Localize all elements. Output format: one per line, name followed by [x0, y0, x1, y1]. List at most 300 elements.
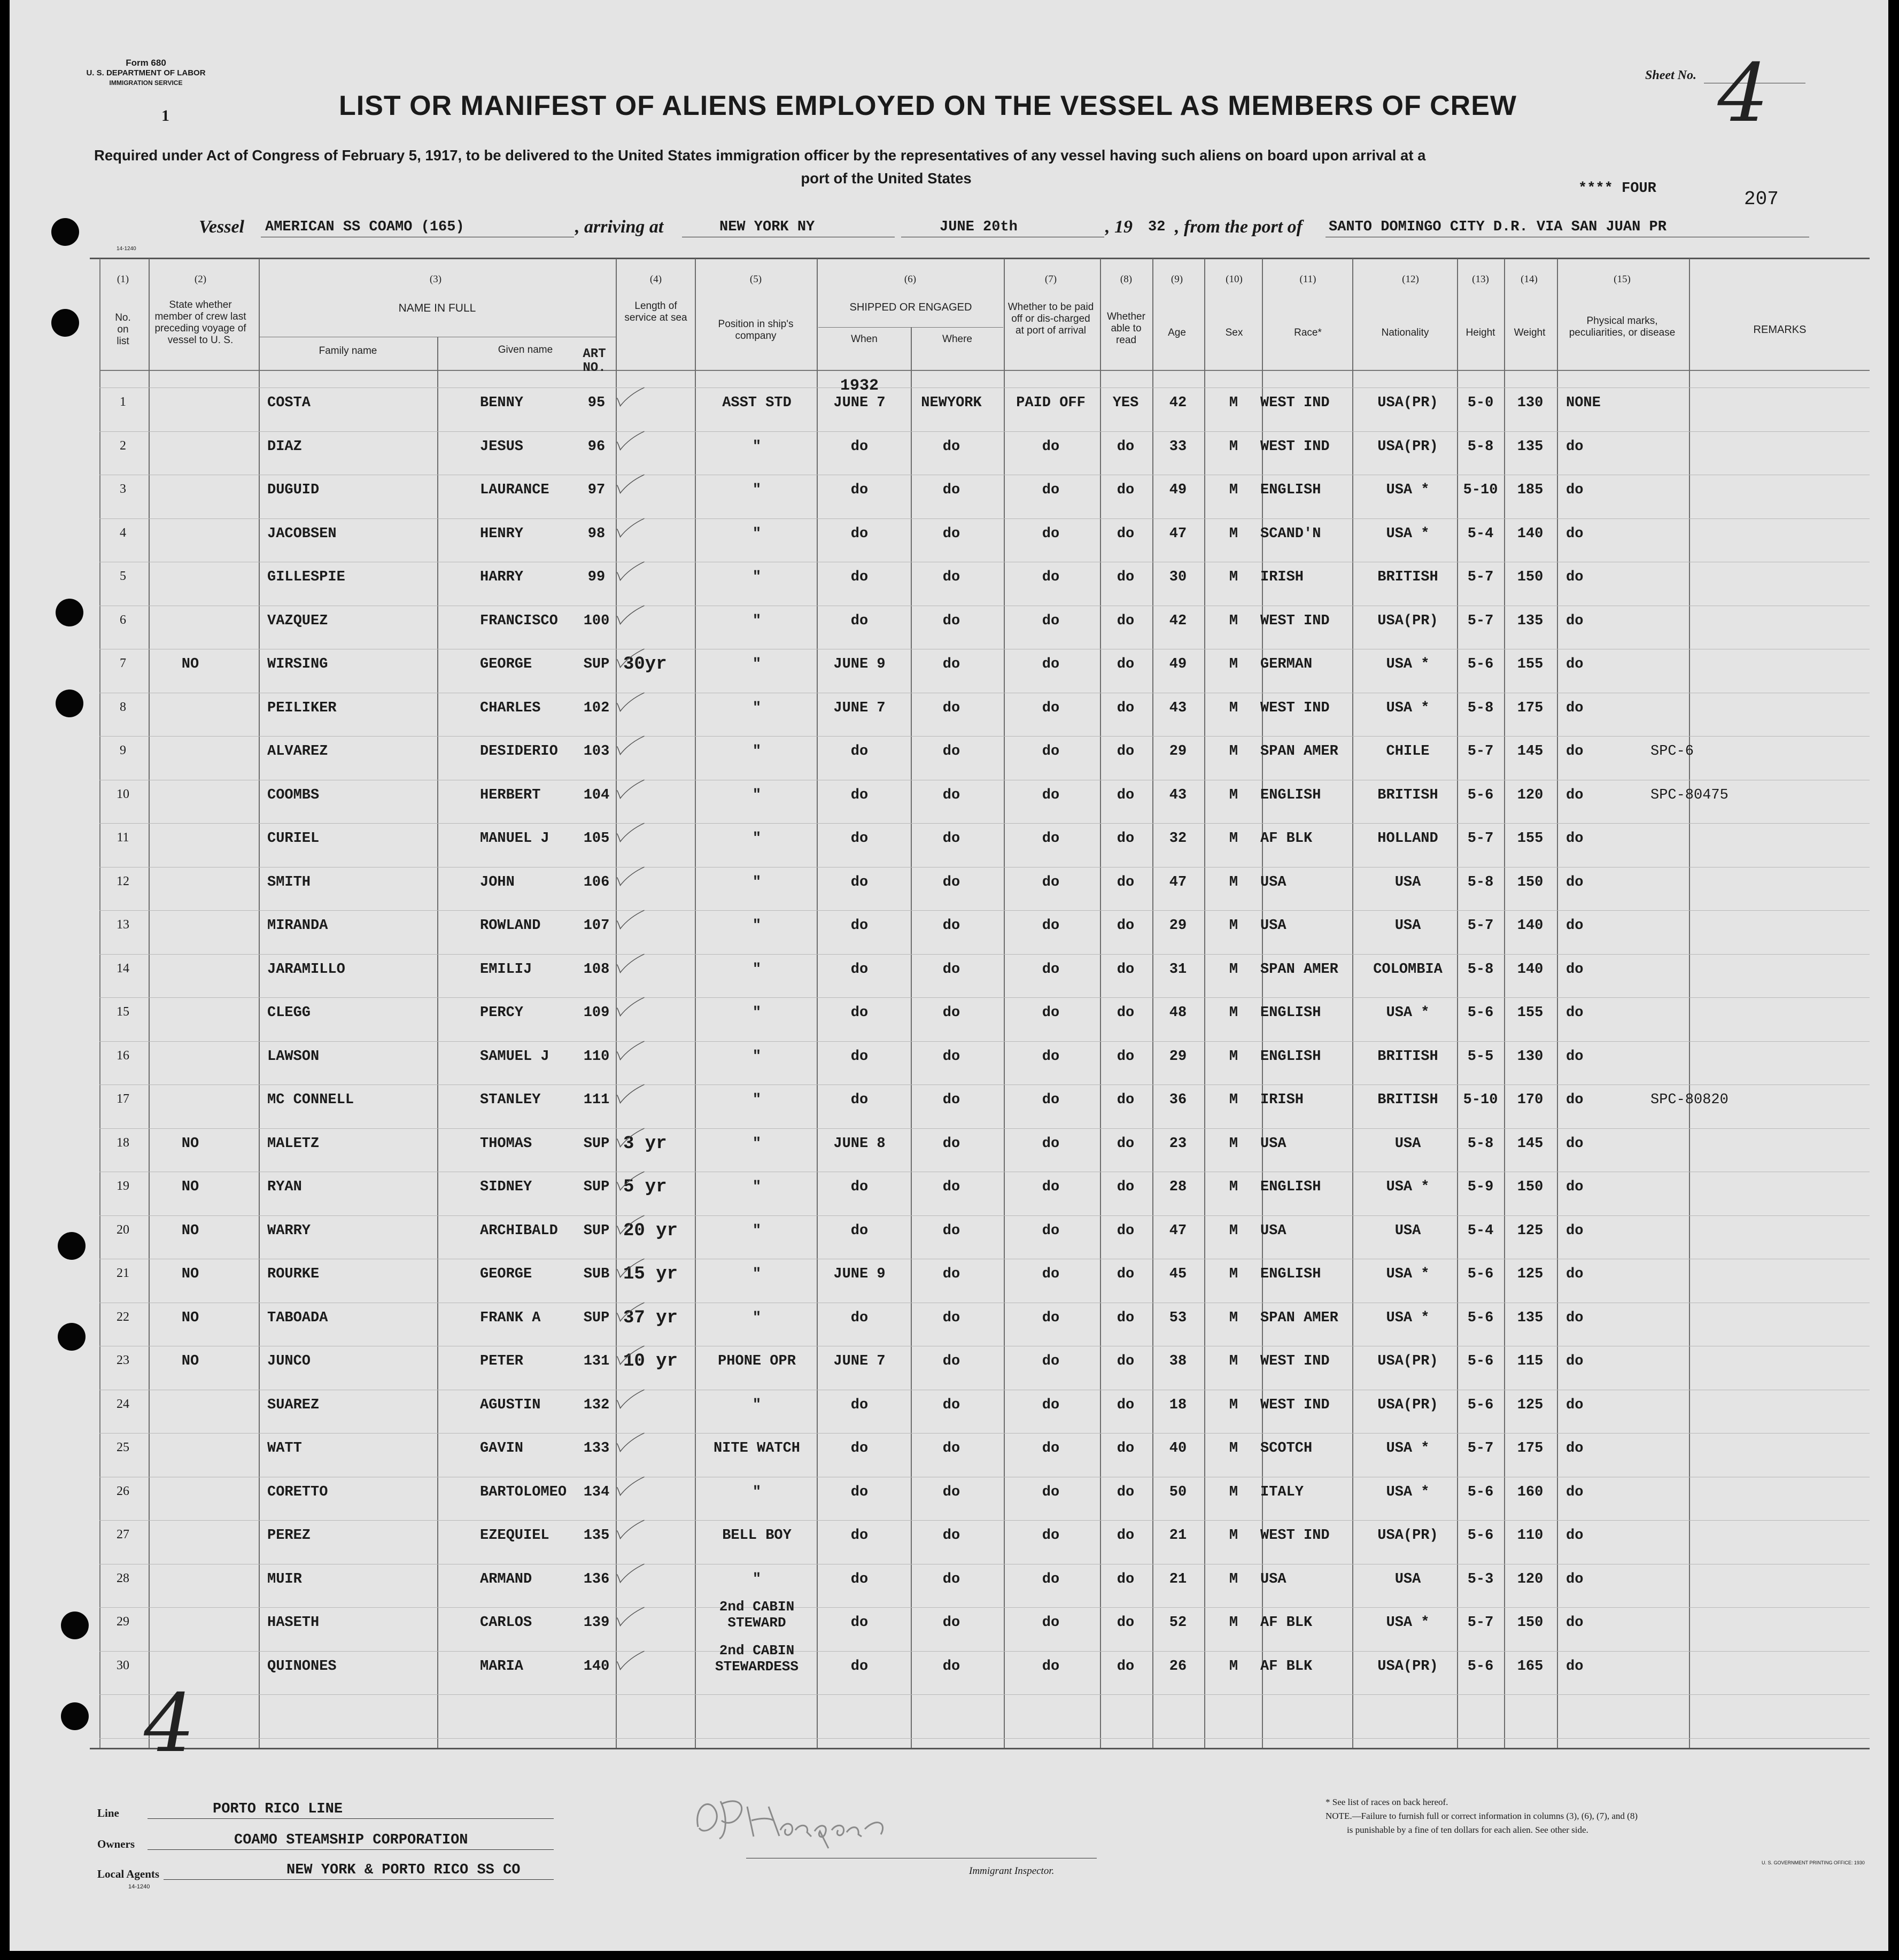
- header-length-of-service: Length of service at sea: [624, 300, 687, 323]
- cell-where: do: [942, 1005, 960, 1021]
- cell-when-year: 1932: [840, 377, 879, 395]
- cell-when: do: [850, 962, 869, 978]
- cell-height: 5-6: [1467, 1528, 1494, 1544]
- check-mark-icon: [615, 1169, 647, 1196]
- cell-nationality: USA *: [1386, 700, 1430, 716]
- cell-nationality: USA: [1394, 1571, 1421, 1587]
- punch-hole: [58, 1323, 86, 1351]
- header-age: Age: [1168, 327, 1186, 338]
- cell-race: ENGLISH: [1260, 1005, 1321, 1021]
- cell-read: do: [1117, 1615, 1135, 1631]
- cell-sex: M: [1229, 439, 1238, 455]
- cell-race: WEST IND: [1260, 439, 1330, 455]
- cell-no: 6: [120, 613, 126, 627]
- cell-family: GILLESPIE: [267, 569, 345, 585]
- cell-art: SUP: [583, 1136, 610, 1152]
- cell-nationality: USA: [1394, 918, 1421, 934]
- cell-when: JUNE 9: [833, 656, 886, 672]
- cell-family: SMITH: [267, 874, 311, 890]
- arrival-date: JUNE 20th: [940, 219, 1018, 235]
- cell-nationality: USA: [1394, 1136, 1421, 1152]
- cell-where: do: [942, 700, 960, 716]
- cell-physical: do: [1566, 613, 1584, 629]
- check-mark-icon: [615, 778, 647, 804]
- cell-where: do: [942, 1310, 960, 1326]
- check-mark-icon: [615, 1431, 647, 1458]
- cell-nationality: BRITISH: [1377, 1049, 1438, 1065]
- cell-race: USA: [1260, 918, 1286, 934]
- colnum-14: (14): [1521, 274, 1538, 285]
- cell-age: 21: [1169, 1571, 1187, 1587]
- cell-physical: do: [1566, 1092, 1584, 1108]
- cell-read: do: [1117, 1659, 1135, 1675]
- cell-no: 8: [120, 700, 126, 714]
- cell-where: do: [942, 1049, 960, 1065]
- cell-position: ": [752, 1266, 762, 1282]
- check-mark-icon: [615, 647, 647, 673]
- check-mark-icon: [615, 1388, 647, 1414]
- cell-art: 104: [583, 787, 610, 803]
- cell-position: ": [752, 874, 762, 890]
- row-rule: [99, 1607, 1870, 1608]
- cell-height: 5-9: [1467, 1179, 1494, 1195]
- cell-no: 3: [120, 482, 126, 496]
- cell-length: 5 yr: [623, 1177, 667, 1197]
- cell-height: 5-7: [1467, 1615, 1494, 1631]
- cell-given: PETER: [480, 1353, 524, 1369]
- cell-where: do: [942, 1223, 960, 1239]
- cell-race: ITALY: [1260, 1484, 1304, 1500]
- cell-nationality: USA(PR): [1377, 1528, 1438, 1544]
- cell-position: ": [752, 962, 762, 978]
- header-weight: Weight: [1514, 327, 1546, 338]
- cell-age: 53: [1169, 1310, 1187, 1326]
- cell-when: do: [850, 569, 869, 585]
- header-physical-marks: Physical marks, peculiarities, or disease: [1569, 315, 1676, 338]
- check-mark-icon: [615, 1605, 647, 1632]
- cell-when: do: [850, 918, 869, 934]
- row-rule: [99, 954, 1870, 955]
- cell-sex: M: [1229, 1223, 1238, 1239]
- cell-given: THOMAS: [480, 1136, 532, 1152]
- agents-value: NEW YORK & PORTO RICO SS CO: [286, 1862, 521, 1878]
- cell-read: do: [1117, 1223, 1135, 1239]
- cell-length: 30yr: [623, 654, 667, 675]
- cell-age: 33: [1169, 439, 1187, 455]
- cell-paid: do: [1042, 1615, 1060, 1631]
- cell-height: 5-8: [1467, 1136, 1494, 1152]
- sheet-no-handwritten: 4: [1707, 47, 1778, 140]
- cell-state: NO: [181, 1266, 199, 1282]
- column-divider: [1004, 259, 1005, 1748]
- cell-no: 26: [117, 1484, 129, 1498]
- cell-age: 42: [1169, 395, 1187, 411]
- cell-art: 132: [583, 1397, 610, 1413]
- cell-weight: 150: [1517, 569, 1544, 585]
- cell-paid: do: [1042, 569, 1060, 585]
- cell-art: 102: [583, 700, 610, 716]
- cell-when: do: [850, 1223, 869, 1239]
- header-when: When: [851, 334, 878, 345]
- manifest-title: LIST OR MANIFEST OF ALIENS EMPLOYED ON THE VESSEL AS MEMBERS OF CREW: [339, 90, 1517, 121]
- check-mark-icon: [615, 429, 647, 456]
- cell-when: JUNE 7: [833, 395, 886, 411]
- check-mark-icon: [615, 472, 647, 499]
- cell-nationality: CHILE: [1386, 743, 1430, 760]
- cell-position: ": [752, 482, 762, 498]
- cell-nationality: USA(PR): [1377, 1397, 1438, 1413]
- cell-sex: M: [1229, 613, 1238, 629]
- cell-sex: M: [1229, 743, 1238, 760]
- cell-where: do: [942, 1484, 960, 1500]
- department-label: U. S. DEPARTMENT OF LABOR: [86, 68, 206, 78]
- cell-no: 16: [117, 1049, 129, 1063]
- cell-age: 43: [1169, 700, 1187, 716]
- cell-physical: do: [1566, 1484, 1584, 1500]
- cell-when: JUNE 9: [833, 1266, 886, 1282]
- cell-physical: do: [1566, 1310, 1584, 1326]
- colnum-8: (8): [1120, 274, 1133, 285]
- manifest-sheet: [10, 0, 1888, 1951]
- cell-race: IRISH: [1260, 569, 1304, 585]
- cell-position: 2nd CABIN STEWARDESS: [715, 1643, 799, 1675]
- cell-family: JUNCO: [267, 1353, 311, 1369]
- cell-height: 5-10: [1463, 1092, 1498, 1108]
- cell-state: NO: [181, 1179, 199, 1195]
- cell-paid: do: [1042, 1571, 1060, 1587]
- column-divider: [1689, 259, 1690, 1748]
- cell-nationality: USA(PR): [1377, 439, 1438, 455]
- cell-no: 24: [117, 1397, 129, 1411]
- cell-family: COSTA: [267, 395, 311, 411]
- check-mark-icon: [615, 1039, 647, 1066]
- note-races: * See list of races on back hereof.: [1326, 1797, 1448, 1807]
- cell-given: ROWLAND: [480, 918, 541, 934]
- cell-height: 5-7: [1467, 918, 1494, 934]
- cell-sex: M: [1229, 569, 1238, 585]
- cell-family: COOMBS: [267, 787, 320, 803]
- from-port-label: , from the port of: [1175, 217, 1303, 237]
- cell-read: do: [1117, 526, 1135, 542]
- cell-paid: do: [1042, 1005, 1060, 1021]
- cell-family: PEREZ: [267, 1528, 311, 1544]
- cell-art: SUP: [583, 1223, 610, 1239]
- from-port: SANTO DOMINGO CITY D.R. VIA SAN JUAN PR: [1329, 219, 1667, 235]
- cell-given: GAVIN: [480, 1440, 524, 1457]
- cell-height: 5-6: [1467, 1310, 1494, 1326]
- cell-race: USA: [1260, 1571, 1286, 1587]
- cell-where: do: [942, 831, 960, 847]
- cell-age: 29: [1169, 1049, 1187, 1065]
- line-underline: [148, 1818, 554, 1819]
- cell-height: 5-6: [1467, 1005, 1494, 1021]
- cell-race: WEST IND: [1260, 395, 1330, 411]
- cell-given: JESUS: [480, 439, 524, 455]
- cell-nationality: HOLLAND: [1377, 831, 1438, 847]
- cell-sex: M: [1229, 700, 1238, 716]
- cell-when: do: [850, 1659, 869, 1675]
- cell-read: do: [1117, 787, 1135, 803]
- cell-nationality: USA *: [1386, 1005, 1430, 1021]
- cell-height: 5-6: [1467, 1659, 1494, 1675]
- row-rule: [99, 1041, 1870, 1042]
- owners-value: COAMO STEAMSHIP CORPORATION: [234, 1832, 468, 1848]
- cell-art: 134: [583, 1484, 610, 1500]
- cell-read: do: [1117, 918, 1135, 934]
- cell-read: do: [1117, 1440, 1135, 1457]
- cell-physical: do: [1566, 482, 1584, 498]
- inspector-signature: [688, 1785, 966, 1855]
- cell-sex: M: [1229, 1440, 1238, 1457]
- year-prefix: , 19: [1105, 217, 1133, 237]
- cell-when: do: [850, 743, 869, 760]
- cell-family: DIAZ: [267, 439, 302, 455]
- header-height: Height: [1466, 327, 1495, 338]
- cell-weight: 150: [1517, 874, 1544, 890]
- check-mark-icon: [615, 1562, 647, 1589]
- header-sex: Sex: [1225, 327, 1243, 338]
- cell-where: do: [942, 1571, 960, 1587]
- column-divider: [437, 337, 438, 1748]
- cell-given: GEORGE: [480, 656, 532, 672]
- arriving-label: , arriving at: [575, 217, 664, 237]
- cell-race: USA: [1260, 1136, 1286, 1152]
- colnum-12: (12): [1402, 274, 1419, 285]
- cell-given: ARMAND: [480, 1571, 532, 1587]
- service-label: IMMIGRATION SERVICE: [109, 79, 183, 87]
- small-mark: 1: [161, 107, 169, 125]
- cell-race: WEST IND: [1260, 1353, 1330, 1369]
- header-where: Where: [942, 334, 972, 345]
- column-divider: [911, 327, 912, 1748]
- header-shipped-or-engaged: SHIPPED OR ENGAGED: [849, 301, 972, 313]
- cell-art: 95: [587, 395, 606, 411]
- colnum-3: (3): [429, 274, 442, 285]
- cell-position: BELL BOY: [722, 1528, 792, 1544]
- cell-age: 31: [1169, 962, 1187, 978]
- cell-read: do: [1117, 1136, 1135, 1152]
- cell-when: JUNE 7: [833, 700, 886, 716]
- cell-sex: M: [1229, 1136, 1238, 1152]
- cell-nationality: USA *: [1386, 1310, 1430, 1326]
- colnum-6: (6): [904, 274, 917, 285]
- check-mark-icon: [615, 1126, 647, 1153]
- cell-no: 9: [120, 743, 126, 757]
- cell-position: ": [752, 1049, 762, 1065]
- cell-where: do: [942, 1266, 960, 1282]
- column-divider: [1152, 259, 1153, 1748]
- cell-given: HARRY: [480, 569, 524, 585]
- cell-weight: 115: [1517, 1353, 1544, 1369]
- row-rule: [99, 431, 1870, 432]
- inspector-label: Immigrant Inspector.: [969, 1865, 1055, 1877]
- cell-height: 5-6: [1467, 656, 1494, 672]
- footer-form-code: 14-1240: [128, 1884, 150, 1890]
- cell-when: do: [850, 1049, 869, 1065]
- check-mark-icon: [615, 385, 647, 412]
- cell-art: 111: [583, 1092, 610, 1108]
- cell-age: 32: [1169, 831, 1187, 847]
- cell-weight: 155: [1517, 1005, 1544, 1021]
- cell-height: 5-6: [1467, 1266, 1494, 1282]
- check-mark-icon: [615, 1344, 647, 1370]
- cell-state: NO: [181, 1223, 199, 1239]
- cell-given: EMILIJ: [480, 962, 532, 978]
- cell-read: do: [1117, 1353, 1135, 1369]
- row-rule: [99, 1128, 1870, 1129]
- cell-sex: M: [1229, 831, 1238, 847]
- cell-no: 12: [117, 874, 129, 888]
- cell-position: ": [752, 526, 762, 542]
- cell-given: CARLOS: [480, 1615, 532, 1631]
- cell-paid: do: [1042, 1092, 1060, 1108]
- cell-sex: M: [1229, 918, 1238, 934]
- cell-art: 96: [587, 439, 606, 455]
- cell-art: 109: [583, 1005, 610, 1021]
- cell-sex: M: [1229, 962, 1238, 978]
- cell-sex: M: [1229, 1397, 1238, 1413]
- cell-art: 103: [583, 743, 610, 760]
- cell-sex: M: [1229, 482, 1238, 498]
- cell-race: ENGLISH: [1260, 1049, 1321, 1065]
- cell-family: CLEGG: [267, 1005, 311, 1021]
- cell-art: 108: [583, 962, 610, 978]
- cell-physical: do: [1566, 787, 1584, 803]
- cell-family: WIRSING: [267, 656, 328, 672]
- cell-no: 10: [117, 787, 129, 801]
- cell-paid: do: [1042, 787, 1060, 803]
- cell-physical: do: [1566, 1397, 1584, 1413]
- cell-read: do: [1117, 1049, 1135, 1065]
- cell-no: 5: [120, 569, 126, 583]
- cell-age: 18: [1169, 1397, 1187, 1413]
- check-mark-icon: [615, 516, 647, 543]
- punch-hole: [56, 690, 83, 717]
- cell-paid: PAID OFF: [1016, 395, 1086, 411]
- cell-physical: do: [1566, 1136, 1584, 1152]
- cell-where: do: [942, 1615, 960, 1631]
- cell-height: 5-8: [1467, 439, 1494, 455]
- column-divider: [1100, 259, 1101, 1748]
- cell-physical: do: [1566, 743, 1584, 760]
- cell-physical: do: [1566, 1353, 1584, 1369]
- cell-when: do: [850, 1484, 869, 1500]
- form-code-small: 14-1240: [117, 246, 136, 252]
- cell-physical: do: [1566, 1223, 1584, 1239]
- cell-family: ALVAREZ: [267, 743, 328, 760]
- cell-no: 19: [117, 1179, 129, 1193]
- cell-age: 28: [1169, 1179, 1187, 1195]
- cell-weight: 125: [1517, 1223, 1544, 1239]
- cell-when: do: [850, 1397, 869, 1413]
- cell-sex: M: [1229, 395, 1238, 411]
- header-whether-read: Whether able to read: [1107, 311, 1145, 346]
- cell-art: 135: [583, 1528, 610, 1544]
- cell-position: ASST STD: [722, 395, 792, 411]
- cell-no: 1: [120, 395, 126, 409]
- cell-physical: do: [1566, 1659, 1584, 1675]
- cell-race: WEST IND: [1260, 1528, 1330, 1544]
- colnum-13: (13): [1472, 274, 1489, 285]
- cell-art: 139: [583, 1615, 610, 1631]
- cell-position: ": [752, 1571, 762, 1587]
- cell-family: MALETZ: [267, 1136, 320, 1152]
- cell-weight: 120: [1517, 1571, 1544, 1587]
- cell-nationality: USA *: [1386, 656, 1430, 672]
- cell-paid: do: [1042, 613, 1060, 629]
- punch-hole: [61, 1702, 89, 1730]
- cell-age: 52: [1169, 1615, 1187, 1631]
- cell-sex: M: [1229, 1353, 1238, 1369]
- cell-paid: do: [1042, 1440, 1060, 1457]
- cell-weight: 155: [1517, 656, 1544, 672]
- cell-art: 100: [583, 613, 610, 629]
- cell-art: 98: [587, 526, 606, 542]
- cell-position: PHONE OPR: [718, 1353, 796, 1369]
- punch-hole: [51, 218, 79, 246]
- cell-race: ENGLISH: [1260, 787, 1321, 803]
- cell-length: 3 yr: [623, 1134, 667, 1154]
- cell-position: ": [752, 918, 762, 934]
- row-rule: [99, 518, 1870, 519]
- cell-family: JARAMILLO: [267, 962, 345, 978]
- cell-when: do: [850, 482, 869, 498]
- cell-state: NO: [181, 1310, 199, 1326]
- cell-when: do: [850, 1310, 869, 1326]
- cell-read: do: [1117, 1310, 1135, 1326]
- cell-no: 28: [117, 1571, 129, 1585]
- cell-race: SPAN AMER: [1260, 962, 1338, 978]
- cell-length: 15 yr: [623, 1264, 678, 1284]
- cell-when: do: [850, 1092, 869, 1108]
- cell-read: do: [1117, 1179, 1135, 1195]
- cell-remarks: SPC-80820: [1650, 1092, 1729, 1108]
- cell-paid: do: [1042, 1223, 1060, 1239]
- column-divider: [1504, 259, 1505, 1748]
- cell-paid: do: [1042, 918, 1060, 934]
- cell-nationality: USA(PR): [1377, 1659, 1438, 1675]
- cell-weight: 150: [1517, 1615, 1544, 1631]
- cell-weight: 145: [1517, 743, 1544, 760]
- cell-read: do: [1117, 962, 1135, 978]
- line-value: PORTO RICO LINE: [213, 1801, 343, 1817]
- cell-weight: 150: [1517, 1179, 1544, 1195]
- cell-given: HERBERT: [480, 787, 541, 803]
- cell-sex: M: [1229, 1092, 1238, 1108]
- cell-height: 5-8: [1467, 962, 1494, 978]
- cell-paid: do: [1042, 874, 1060, 890]
- cell-where: do: [942, 1353, 960, 1369]
- cell-where: do: [942, 1440, 960, 1457]
- arriving-port: NEW YORK NY: [719, 219, 815, 235]
- cell-family: MIRANDA: [267, 918, 328, 934]
- cell-read: do: [1117, 1266, 1135, 1282]
- row-rule: [99, 1084, 1870, 1085]
- column-divider: [259, 259, 260, 1748]
- cell-physical: do: [1566, 1528, 1584, 1544]
- cell-remarks: SPC-6: [1650, 743, 1694, 760]
- cell-sex: M: [1229, 1571, 1238, 1587]
- cell-paid: do: [1042, 1397, 1060, 1413]
- cell-paid: do: [1042, 1484, 1060, 1500]
- cell-given: MANUEL J: [480, 831, 549, 847]
- cell-weight: 110: [1517, 1528, 1544, 1544]
- cell-where: do: [942, 482, 960, 498]
- cell-sex: M: [1229, 1179, 1238, 1195]
- cell-age: 21: [1169, 1528, 1187, 1544]
- check-mark-icon: [615, 821, 647, 848]
- cell-weight: 125: [1517, 1266, 1544, 1282]
